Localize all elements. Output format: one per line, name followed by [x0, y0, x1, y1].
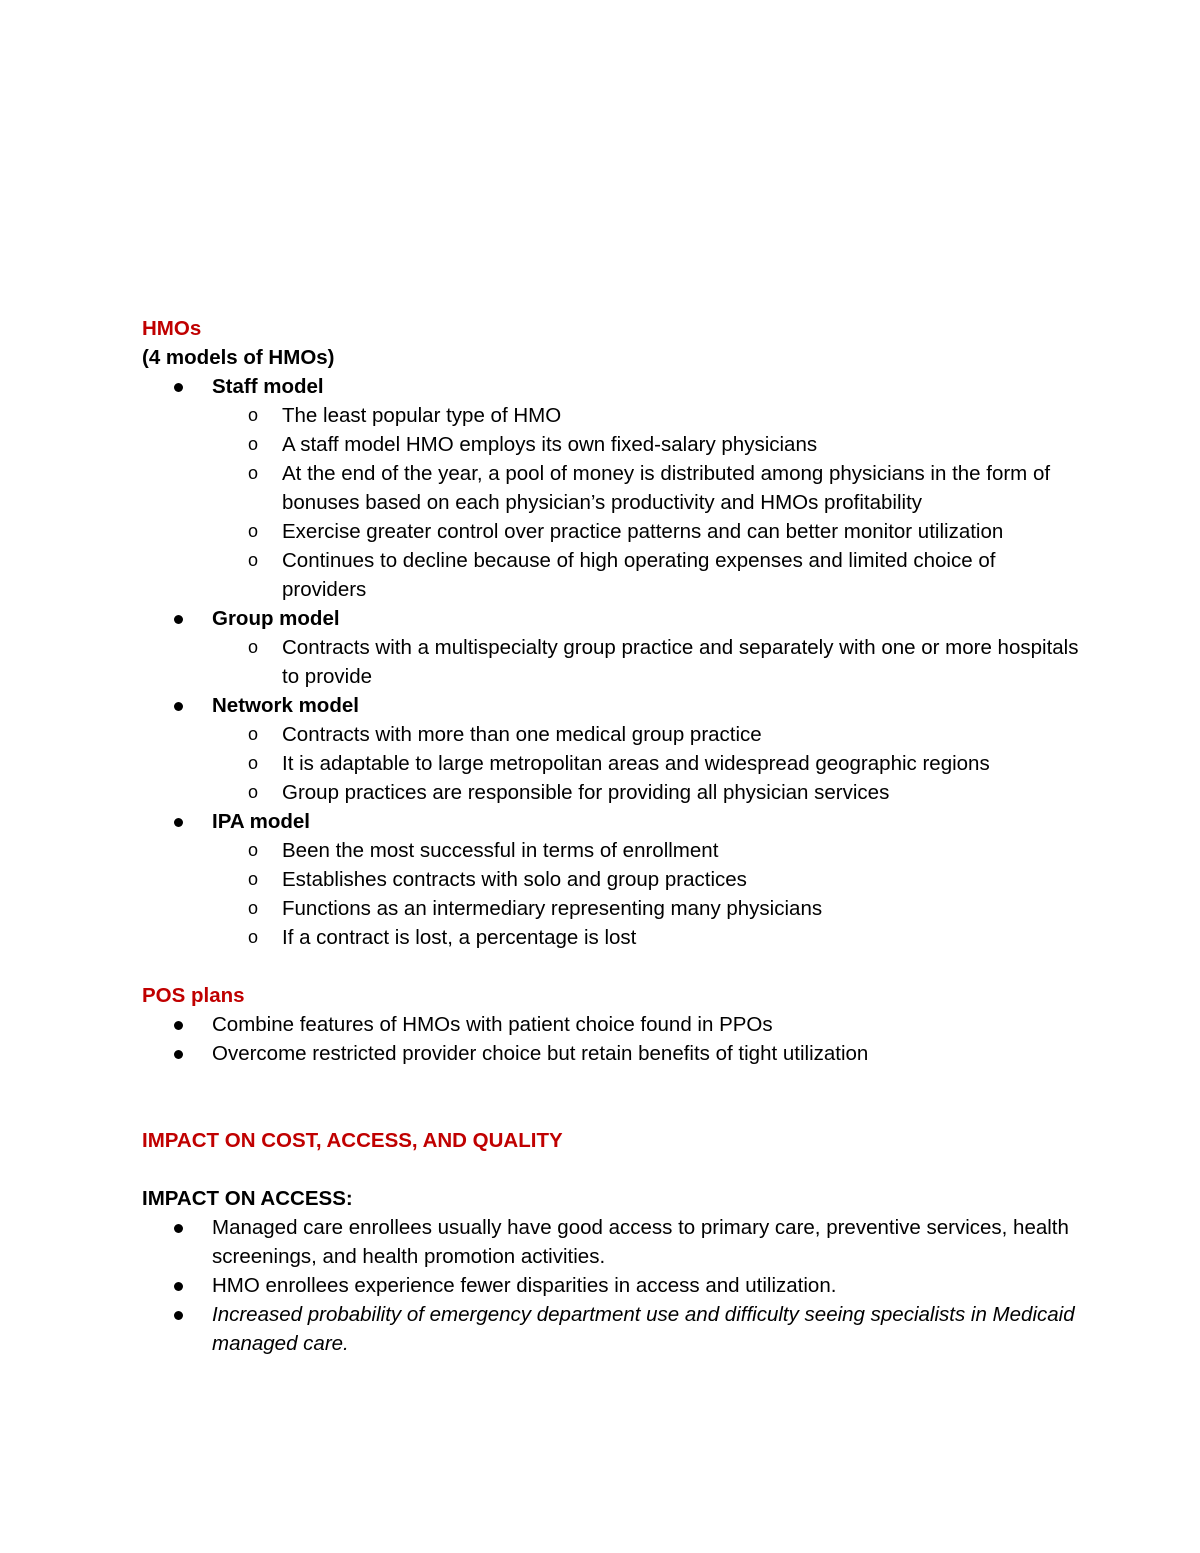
circle-bullet-icon: o	[248, 753, 259, 773]
pos-heading: POS plans	[142, 984, 245, 1007]
impact-access-heading: IMPACT ON ACCESS:	[142, 1187, 353, 1210]
hmos-heading: HMOs	[142, 317, 202, 340]
list-item: o Been the most successful in terms of enrollment	[212, 836, 1082, 865]
network-model-sublist	[212, 720, 1082, 807]
pos-list	[142, 1010, 1082, 1068]
circle-bullet-icon: o	[248, 637, 259, 657]
staff-model-label: Staff model	[212, 375, 324, 398]
list-item: Managed care enrollees usually have good access to primary care, preventive services, health screenings, and health promotion activities.	[142, 1213, 1082, 1271]
spacer	[142, 1155, 1082, 1184]
list-item: o The least popular type of HMO	[212, 401, 1082, 430]
list-item: o Establishes contracts with solo and group practices	[212, 865, 1082, 894]
staff-model-sublist	[212, 401, 1082, 604]
list-item-group-model	[142, 604, 1082, 691]
ipa-model-label: IPA model	[212, 810, 310, 833]
bullet-icon	[174, 1311, 183, 1320]
list-item: o Continues to decline because of high operating expenses and limited choice of providers	[212, 546, 1082, 604]
list-item-ipa-model	[142, 807, 1082, 952]
hmos-subheading: (4 models of HMOs)	[142, 346, 335, 369]
group-model-sublist	[212, 633, 1082, 691]
hmo-models-list	[142, 372, 1082, 952]
bullet-icon	[174, 818, 183, 827]
ipa-model-sublist	[212, 836, 1082, 952]
circle-bullet-icon: o	[248, 898, 259, 918]
circle-bullet-icon: o	[248, 550, 259, 570]
circle-bullet-icon: o	[248, 927, 259, 947]
impact-heading: IMPACT ON COST, ACCESS, AND QUALITY	[142, 1129, 563, 1152]
list-item: o If a contract is lost, a percentage is lost	[212, 923, 1082, 952]
bullet-icon	[174, 383, 183, 392]
bullet-icon	[174, 1050, 183, 1059]
bullet-icon	[174, 615, 183, 624]
bullet-icon	[174, 1021, 183, 1030]
list-item: o Functions as an intermediary representing many physicians	[212, 894, 1082, 923]
group-model-label: Group model	[212, 607, 340, 630]
circle-bullet-icon: o	[248, 782, 259, 802]
list-item: o A staff model HMO employs its own fixed-salary physicians	[212, 430, 1082, 459]
list-item: o Contracts with more than one medical group practice	[212, 720, 1082, 749]
circle-bullet-icon: o	[248, 405, 259, 425]
list-item: o Contracts with a multispecialty group practice and separately with one or more hospitals to provide	[212, 633, 1082, 691]
list-item-network-model	[142, 691, 1082, 807]
list-item: HMO enrollees experience fewer disparities in access and utilization.	[142, 1271, 1082, 1300]
spacer	[142, 1068, 1082, 1126]
circle-bullet-icon: o	[248, 724, 259, 744]
document-page	[142, 314, 1082, 1358]
list-item: Combine features of HMOs with patient choice found in PPOs	[142, 1010, 1082, 1039]
circle-bullet-icon: o	[248, 521, 259, 541]
bullet-icon	[174, 1224, 183, 1233]
network-model-label: Network model	[212, 694, 359, 717]
circle-bullet-icon: o	[248, 869, 259, 889]
list-item: Increased probability of emergency department use and difficulty seeing specialists in Medicaid managed care.	[142, 1300, 1082, 1358]
list-item: o Group practices are responsible for providing all physician services	[212, 778, 1082, 807]
list-item: o At the end of the year, a pool of money is distributed among physicians in the form of bonuses based on each physician’s productivity and HMOs profitability	[212, 459, 1082, 517]
list-item: o It is adaptable to large metropolitan areas and widespread geographic regions	[212, 749, 1082, 778]
list-item-staff-model	[142, 372, 1082, 604]
impact-access-list	[142, 1213, 1082, 1358]
list-item: o Exercise greater control over practice patterns and can better monitor utilization	[212, 517, 1082, 546]
circle-bullet-icon: o	[248, 434, 259, 454]
circle-bullet-icon: o	[248, 840, 259, 860]
bullet-icon	[174, 1282, 183, 1291]
spacer	[142, 952, 1082, 981]
list-item: Overcome restricted provider choice but retain benefits of tight utilization	[142, 1039, 1082, 1068]
bullet-icon	[174, 702, 183, 711]
circle-bullet-icon: o	[248, 463, 259, 483]
